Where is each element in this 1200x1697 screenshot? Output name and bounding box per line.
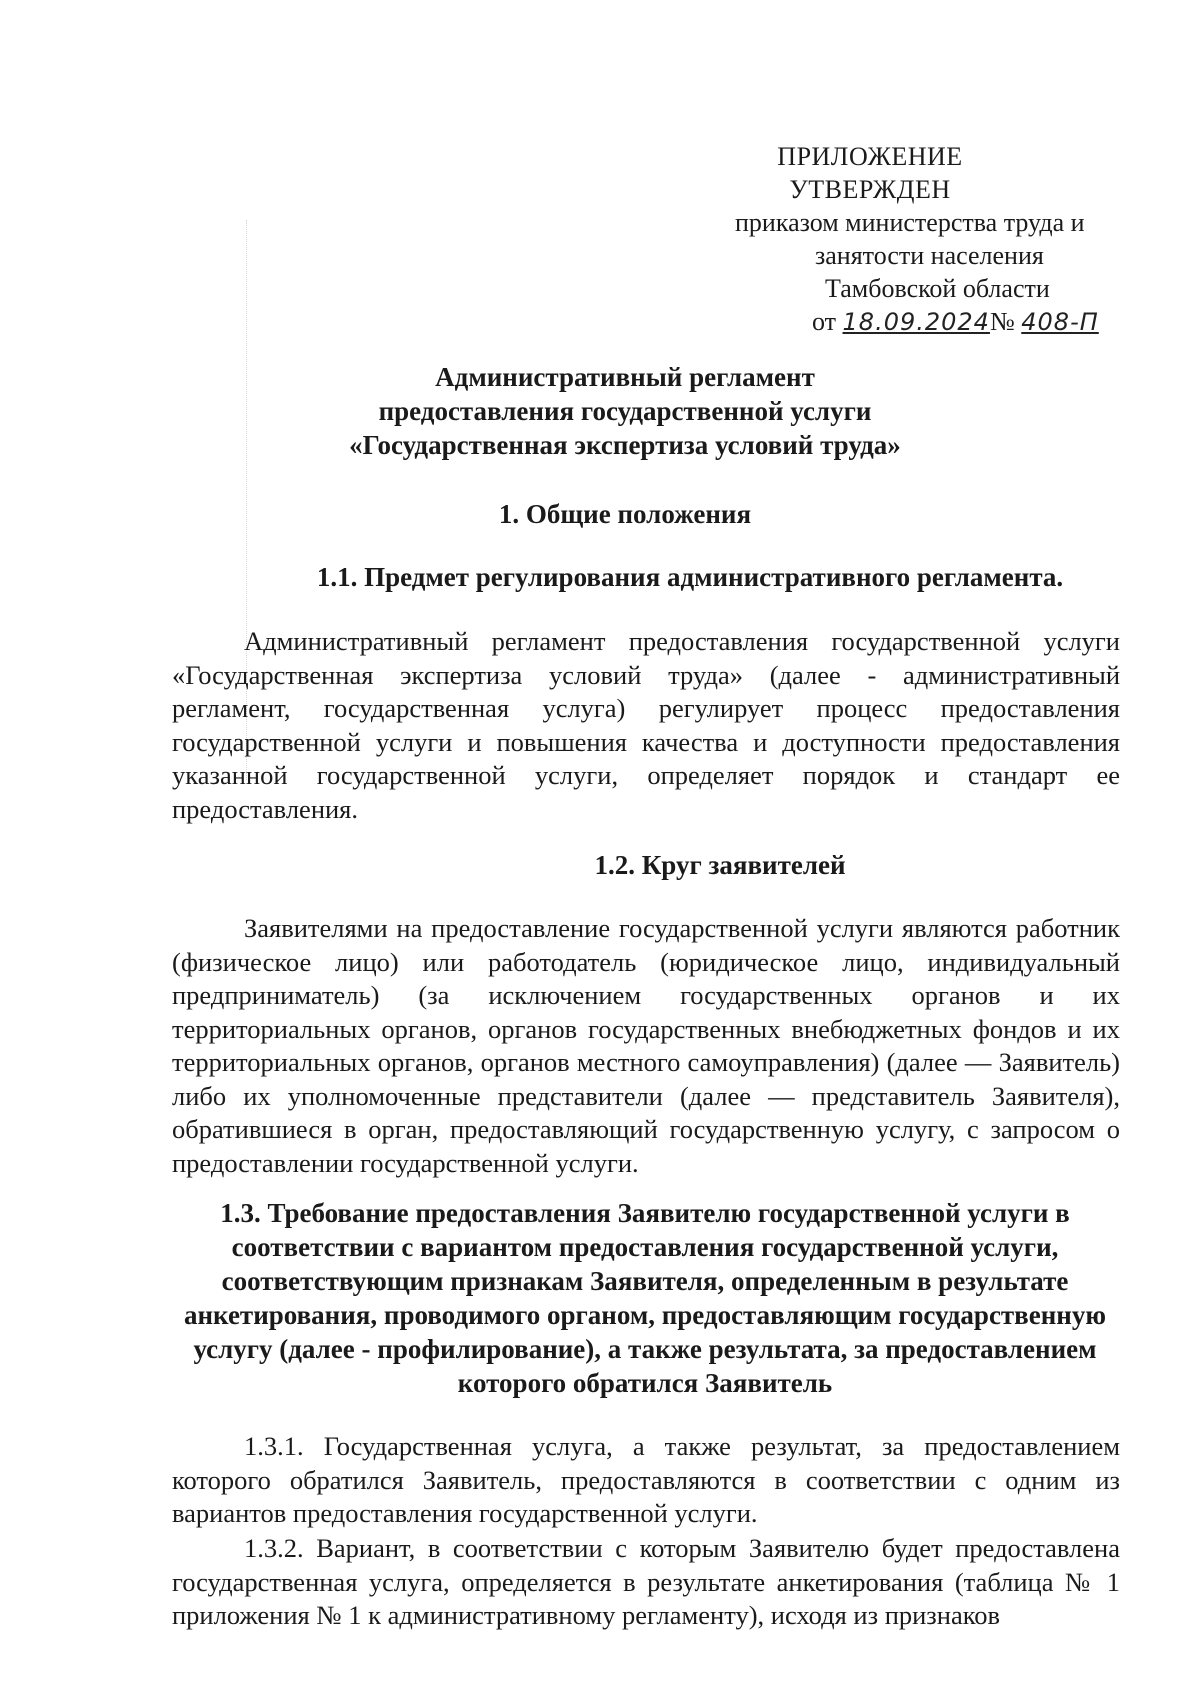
paragraph-1-3-1: 1.3.1. Государственная услуга, а также результат, за предоставлением которого обратился Заявитель, предоставляются в соответствии с одним из вариантов предоставления государственной услуги. [172,1431,1120,1528]
date-number-line [700,305,1140,339]
approval-stamp-block [700,140,1140,339]
paragraph-1-3-2: 1.3.2. Вариант, в соответствии с которым Заявителю будет предоставлена государственная услуга, определяется в результате анкетирования (таблица № 1 приложения № 1 к административному регламенту), исходя из признаков [172,1533,1120,1630]
region-line: Тамбовской области [825,274,1050,303]
approved-label: УТВЕРЖДЕН [789,175,951,204]
handwritten-number: 408-П [1021,308,1099,336]
date-prefix: от [812,307,837,336]
title-line-1: Административный регламент [435,362,815,392]
section-heading-1-3: 1.3. Требование предоставления Заявителю государственной услуги в соответствии с вариантом предоставления государственной услуги, соответствующим признакам Заявителя, определенным в результате анкетирования, проводимого органом, предоставляющим государственную услугу (далее - профилирование), а также результата, за предоставлением которого обратился Заявитель [184,1198,1106,1398]
section-heading-1-2: 1.2. Круг заявителей [594,850,846,880]
document-title [150,360,1100,462]
paragraph-regulation-subject: Административный регламент предоставления государственной услуги «Государственная экспертиза условий труда» (далее - административный регламент, государственная услуга) регулирует процесс предоставления государственной услуги и повышения качества и доступности предоставления указанной государственной услуги, определяет порядок и стандарт ее предоставления. [172,626,1120,824]
order-line: приказом министерства труда и [735,208,1085,237]
paragraph-applicants: Заявителями на предоставление государственной услуги являются работник (физическое лицо) или работодатель (юридическое лицо, индивидуальный предприниматель) (за исключением государственных органов и их территориальных органов, органов государственных внебюджетных фондов и их территориальных органов, органов местного самоуправления) (далее — Заявитель) либо их уполномоченные представители (далее — представитель Заявителя), обратившиеся в орган, предоставляющий государственную услугу, с запросом о предоставлении государственной услуги. [172,913,1120,1178]
title-line-3: «Государственная экспертиза условий труда» [349,430,901,460]
employment-line: занятости населения [815,241,1044,270]
number-prefix: № [989,307,1015,336]
appendix-label: ПРИЛОЖЕНИЕ [777,142,963,171]
section-heading-1-1: 1.1. Предмет регулирования административного регламента. [316,562,1064,592]
title-line-2: предоставления государственной услуги [378,396,872,426]
section-heading-1: 1. Общие положения [498,499,752,529]
handwritten-date: 18.09.2024 [842,308,990,336]
